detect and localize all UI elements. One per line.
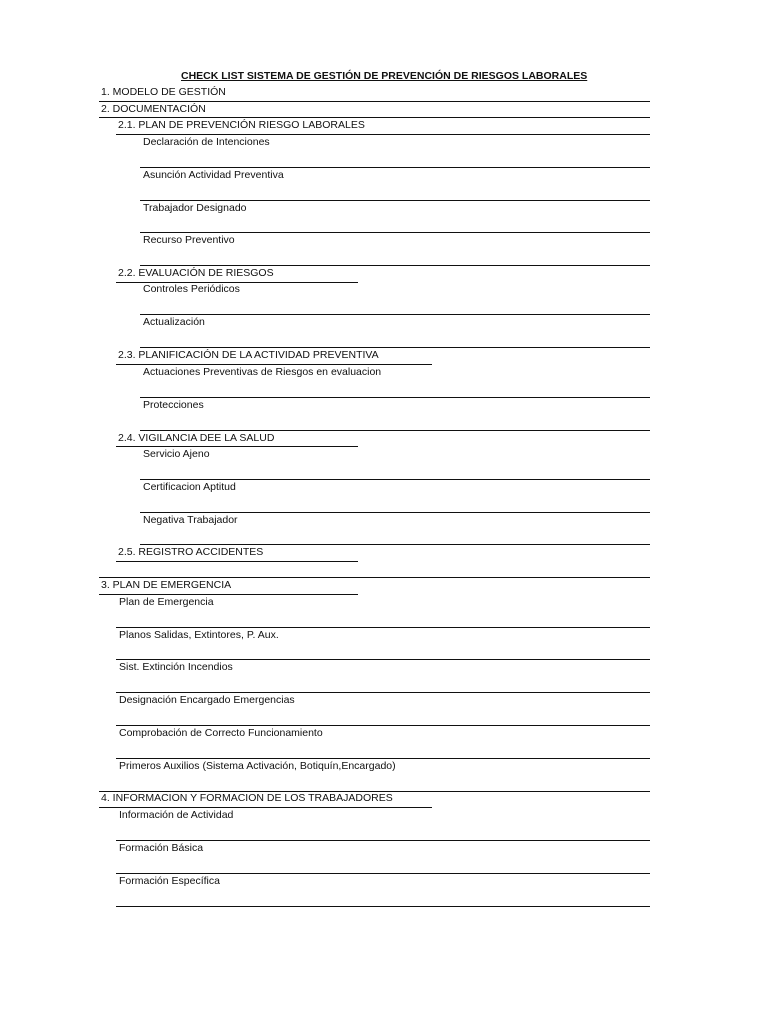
section-2-line	[99, 117, 650, 118]
subsection-2-2-heading: 2.2. EVALUACIÓN DE RIESGOS	[118, 267, 274, 279]
checklist-line	[116, 627, 650, 628]
checklist-line	[116, 659, 650, 660]
checklist-item: Certificacion Aptitud	[143, 481, 236, 493]
checklist-line	[116, 692, 650, 693]
subsection-2-4-heading: 2.4. VIGILANCIA DEE LA SALUD	[118, 432, 275, 444]
checklist-line	[140, 232, 650, 233]
checklist-line	[140, 512, 650, 513]
checklist-line	[140, 314, 650, 315]
checklist-item: Negativa Trabajador	[143, 514, 238, 526]
checklist-item: Comprobación de Correcto Funcionamiento	[119, 727, 323, 739]
checklist-line	[140, 397, 650, 398]
checklist-line	[140, 544, 650, 545]
document-title: CHECK LIST SISTEMA DE GESTIÓN DE PREVENCIÓN DE RIESGOS LABORALES	[181, 70, 588, 82]
checklist-item: Sist. Extinción Incendios	[119, 661, 233, 673]
checklist-item: Actuaciones Preventivas de Riesgos en evaluacion	[143, 366, 382, 378]
checklist-item: Formación Específica	[119, 875, 220, 887]
checklist-line	[116, 906, 650, 907]
checklist-item: Protecciones	[143, 399, 204, 411]
checklist-item: Servicio Ajeno	[143, 448, 210, 460]
checklist-item: Recurso Preventivo	[143, 234, 235, 246]
subsection-2-5-line	[116, 561, 358, 562]
checklist-item: Actualización	[143, 316, 205, 328]
subsection-2-1-line	[116, 134, 650, 135]
checklist-line	[140, 265, 650, 266]
subsection-2-3-heading: 2.3. PLANIFICACIÓN DE LA ACTIVIDAD PREVENTIVA	[118, 349, 379, 361]
checklist-line	[140, 430, 650, 431]
section-4-line	[99, 807, 432, 808]
checklist-item: Asunción Actividad Preventiva	[143, 169, 284, 181]
subsection-2-3-line	[116, 364, 432, 365]
checklist-item: Primeros Auxilios (Sistema Activación, Botiquín,Encargado)	[119, 760, 396, 772]
section-2-end-line	[99, 577, 650, 578]
checklist-line	[140, 167, 650, 168]
subsection-2-4-line	[116, 446, 358, 447]
section-3-line	[99, 594, 358, 595]
checklist-item: Formación Básica	[119, 842, 204, 854]
checklist-line	[140, 479, 650, 480]
checklist-line	[140, 347, 650, 348]
section-3-heading: 3. PLAN DE EMERGENCIA	[101, 579, 232, 591]
checklist-item: Declaración de Intenciones	[143, 136, 270, 148]
subsection-2-1-heading: 2.1. PLAN DE PREVENCIÓN RIESGO LABORALES	[118, 119, 365, 131]
checklist-item: Plan de Emergencia	[119, 596, 214, 608]
checklist-line	[116, 725, 650, 726]
section-1-heading: 1. MODELO DE GESTIÓN	[101, 86, 226, 98]
checklist-item: Designación Encargado Emergencias	[119, 694, 295, 706]
checklist-line	[116, 873, 650, 874]
checklist-line	[116, 758, 650, 759]
checklist-item: Planos Salidas, Extintores, P. Aux.	[119, 629, 279, 641]
checklist-item: Trabajador Designado	[143, 202, 247, 214]
section-1-line	[99, 101, 650, 102]
checklist-item: Controles Periódicos	[143, 283, 240, 295]
checklist-line	[116, 840, 650, 841]
section-4-heading: 4. INFORMACION Y FORMACION DE LOS TRABAJADORES	[101, 792, 393, 804]
checklist-item: Información de Actividad	[119, 809, 234, 821]
section-2-heading: 2. DOCUMENTACIÓN	[101, 103, 206, 115]
subsection-2-5-heading: 2.5. REGISTRO ACCIDENTES	[118, 546, 264, 558]
checklist-line	[140, 200, 650, 201]
